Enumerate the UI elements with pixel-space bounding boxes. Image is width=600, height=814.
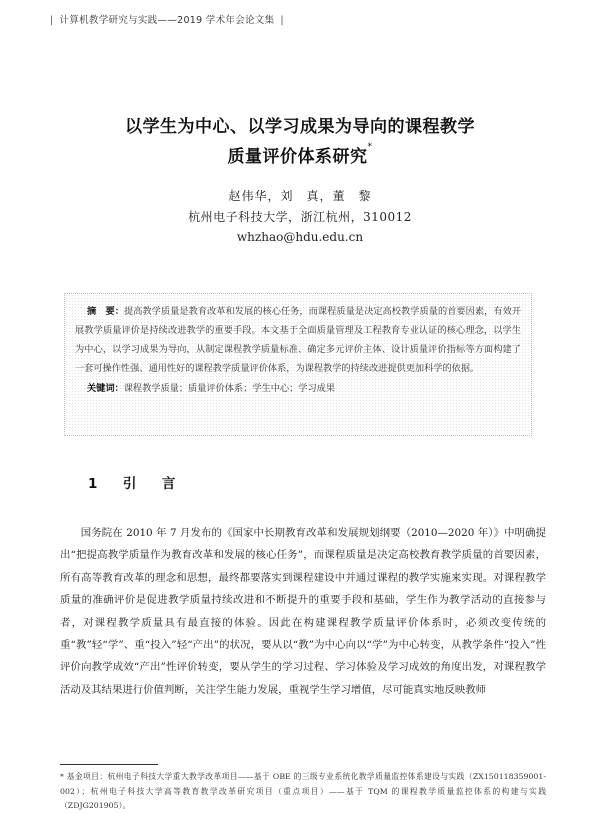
running-head-left-bar: | bbox=[50, 15, 54, 26]
keywords-line bbox=[75, 379, 521, 398]
affiliation: 杭州电子科技大学，浙江杭州，310012 bbox=[188, 210, 412, 224]
paper-title-line-2-text: 质量评价体系研究 bbox=[227, 147, 368, 167]
abstract-label: 摘 要： bbox=[87, 306, 124, 317]
body-text bbox=[60, 522, 546, 701]
title-footnote-mark: * bbox=[367, 142, 373, 152]
footnote-rule bbox=[60, 764, 158, 765]
paper-title-line-1: 以学生为中心、以学习成果为导向的课程教学 bbox=[125, 117, 475, 137]
keywords-text: 课程教学质量；质量评价体系；学生中心；学习成果 bbox=[123, 383, 336, 394]
abstract-box bbox=[64, 293, 532, 436]
abstract-text: 提高教学质量是教育改革和发展的核心任务，而课程质量是决定高校教学质量的首要因素，有效开展教学质量评价是持续改进教学的重要手段。本文基于全面质量管理及工程教育专业认证的核心理念，以学生为中心，以学习成果为导向，从制定课程教学质量标准、确定多元评价主体、设计质量评价指标等方面构建了一套可操作性强、通用性好的课程教学质量评价体系，为课程教学的持续改进提供更加科学的依据。 bbox=[75, 306, 522, 374]
paper-title-line-2 bbox=[0, 142, 600, 167]
running-head bbox=[44, 12, 290, 26]
section-heading-introduction: 1 引 言 bbox=[88, 476, 182, 492]
running-head-right-bar: | bbox=[280, 15, 284, 26]
footnote: * 基金项目：杭州电子科技大学重大教学改革项目——基于 OBE 的三级专业系统化教学质量监控体系建设与实践（ZX150118359001-002）；杭州电子科技大学高等教育教学改革研究项目（重点项目）——基于 TQM 的课程教学质量监控体系的构建与实践（ZDJG201905）。 bbox=[60, 772, 546, 810]
keywords-label: 关键词： bbox=[87, 383, 124, 394]
body-paragraph: 国务院在 2010 年 7 月发布的《国家中长期教育改革和发展规划纲要（2010—2020 年）》中明确提出“把提高教学质量作为教育改革和发展的核心任务”，而课程质量是决定高校教育教学质量的首要因素，所有高等教育改革的理念和思想，最终都要落实到课程建设中并通过课程的教学实施来实现。对课程教学质量的准确评价是促进教学质量持续改进和不断提升的重要手段和基础，学生作为教学活动的直接参与者，对课程教学质量具有最直接的体验。因此在构建课程教学质量评价体系时，必须改变传统的重“教”轻“学”、重“投入”轻“产出”的状况，要从以“教”为中心向以“学”为中心转变，从教学条件“投入”性评价向教学成效“产出”性评价转变，要从学生的学习过程、学习体验及学习成效的角度出发，对课程教学活动及其结果进行价值判断，关注学生能力发展，重视学生学习增值，尽可能真实地反映教师 bbox=[60, 527, 546, 696]
authors: 赵伟华，刘 真，董 黎 bbox=[228, 189, 372, 203]
author-email: whzhao@hdu.edu.cn bbox=[236, 230, 364, 244]
running-head-text: 计算机教学研究与实践——2019 学术年会论文集 bbox=[59, 15, 275, 26]
